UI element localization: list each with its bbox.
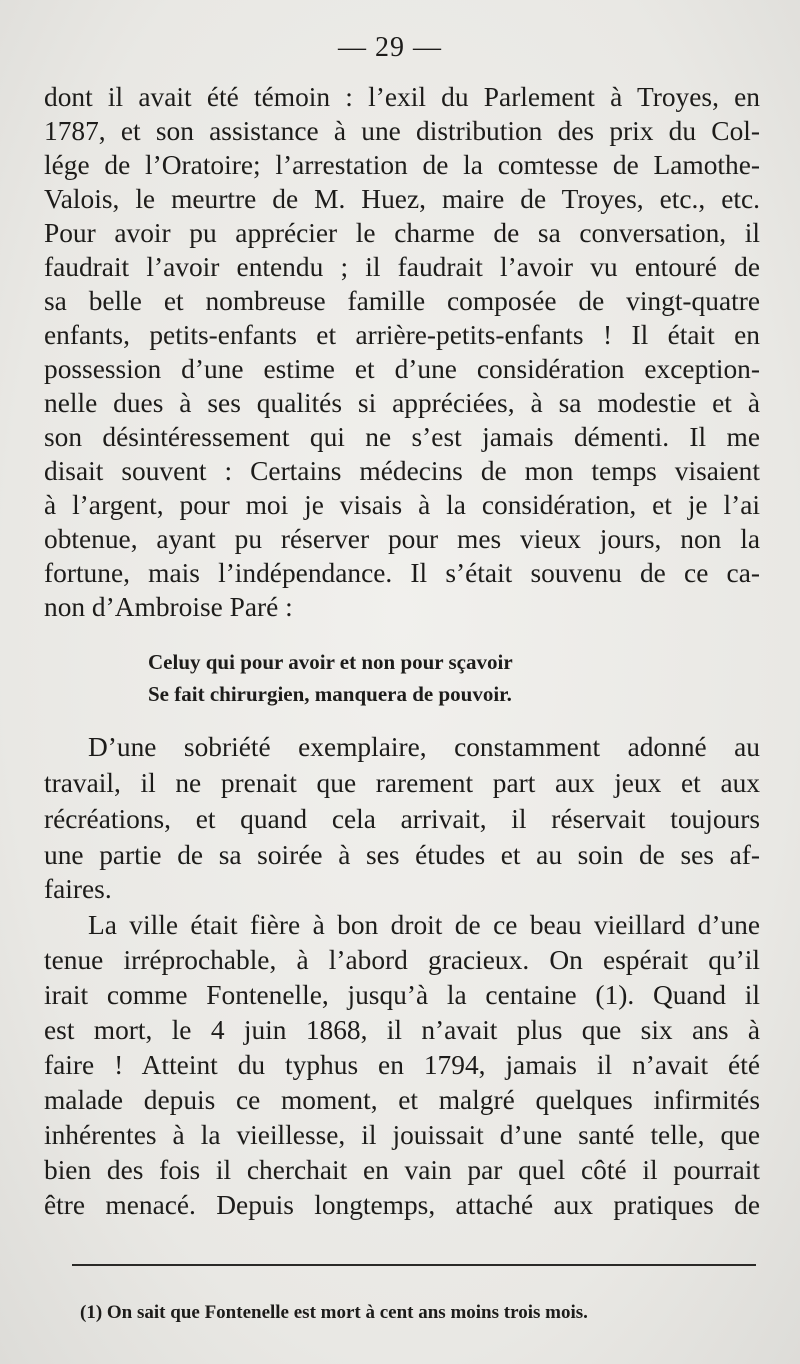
text-line: nelle dues à ses qualités si appréciées, à sa modestie et à — [44, 388, 760, 418]
text-line: enfants, petits-enfants et arrière-petits-enfants ! Il était en — [44, 320, 760, 350]
page-number: — 29 — — [338, 32, 442, 63]
text-line: dont il avait été témoin : l’exil du Parlement à Troyes, en — [44, 82, 760, 112]
text-line: tenue irréprochable, à l’abord gracieux. On espérait qu’il — [44, 945, 760, 975]
text-line: Valois, le meurtre de M. Huez, maire de Troyes, etc., etc. — [44, 184, 760, 214]
text-line: inhérentes à la vieillesse, il jouissait d’une santé telle, que — [44, 1120, 760, 1150]
text-line: obtenue, ayant pu réserver pour mes vieux jours, non la — [44, 524, 760, 554]
text-line: à l’argent, pour moi je visais à la considération, et je l’ai — [44, 490, 760, 520]
text-line: fortune, mais l’indépendance. Il s’était souvenu de ce ca- — [44, 558, 760, 588]
text-line: possession d’une estime et d’une considération exception- — [44, 354, 760, 384]
footnote-divider — [72, 1264, 756, 1266]
text-line: malade depuis ce moment, et malgré quelques infirmités — [44, 1085, 760, 1115]
text-line: bien des fois il cherchait en vain par quel côté il pourrait — [44, 1155, 760, 1185]
text-line: faire ! Atteint du typhus en 1794, jamais il n’avait été — [44, 1050, 760, 1080]
verse-line: Celuy qui pour avoir et non pour sçavoir — [148, 650, 513, 674]
text-line: D’une sobriété exemplaire, constamment adonné au — [88, 732, 760, 762]
footnote: (1) On sait que Fontenelle est mort à cent ans moins trois mois. — [80, 1302, 588, 1323]
text-line: travail, il ne prenait que rarement part aux jeux et aux — [44, 768, 760, 798]
text-line: non d’Ambroise Paré : — [44, 592, 293, 622]
text-line: disait souvent : Certains médecins de mon temps visaient — [44, 456, 760, 486]
text-line: La ville était fière à bon droit de ce beau vieillard d’une — [88, 910, 760, 940]
text-line: Pour avoir pu apprécier le charme de sa conversation, il — [44, 218, 760, 248]
text-line: être menacé. Depuis longtemps, attaché aux pratiques de — [44, 1190, 760, 1220]
text-line: lége de l’Oratoire; l’arrestation de la comtesse de Lamothe- — [44, 150, 760, 180]
text-line: sa belle et nombreuse famille composée de vingt-quatre — [44, 286, 760, 316]
text-line: est mort, le 4 juin 1868, il n’avait plus que six ans à — [44, 1015, 760, 1045]
text-line: son désintéressement qui ne s’est jamais démenti. Il me — [44, 422, 760, 452]
text-line: faires. — [44, 874, 112, 904]
text-line: irait comme Fontenelle, jusqu’à la centaine (1). Quand il — [44, 980, 760, 1010]
text-line: une partie de sa soirée à ses études et au soin de ses af- — [44, 840, 760, 870]
text-line: 1787, et son assistance à une distribution des prix du Col- — [44, 116, 760, 146]
text-line: faudrait l’avoir entendu ; il faudrait l’avoir vu entouré de — [44, 252, 760, 282]
text-line: récréations, et quand cela arrivait, il réservait toujours — [44, 804, 760, 834]
verse-line: Se fait chirurgien, manquera de pouvoir. — [148, 682, 512, 706]
